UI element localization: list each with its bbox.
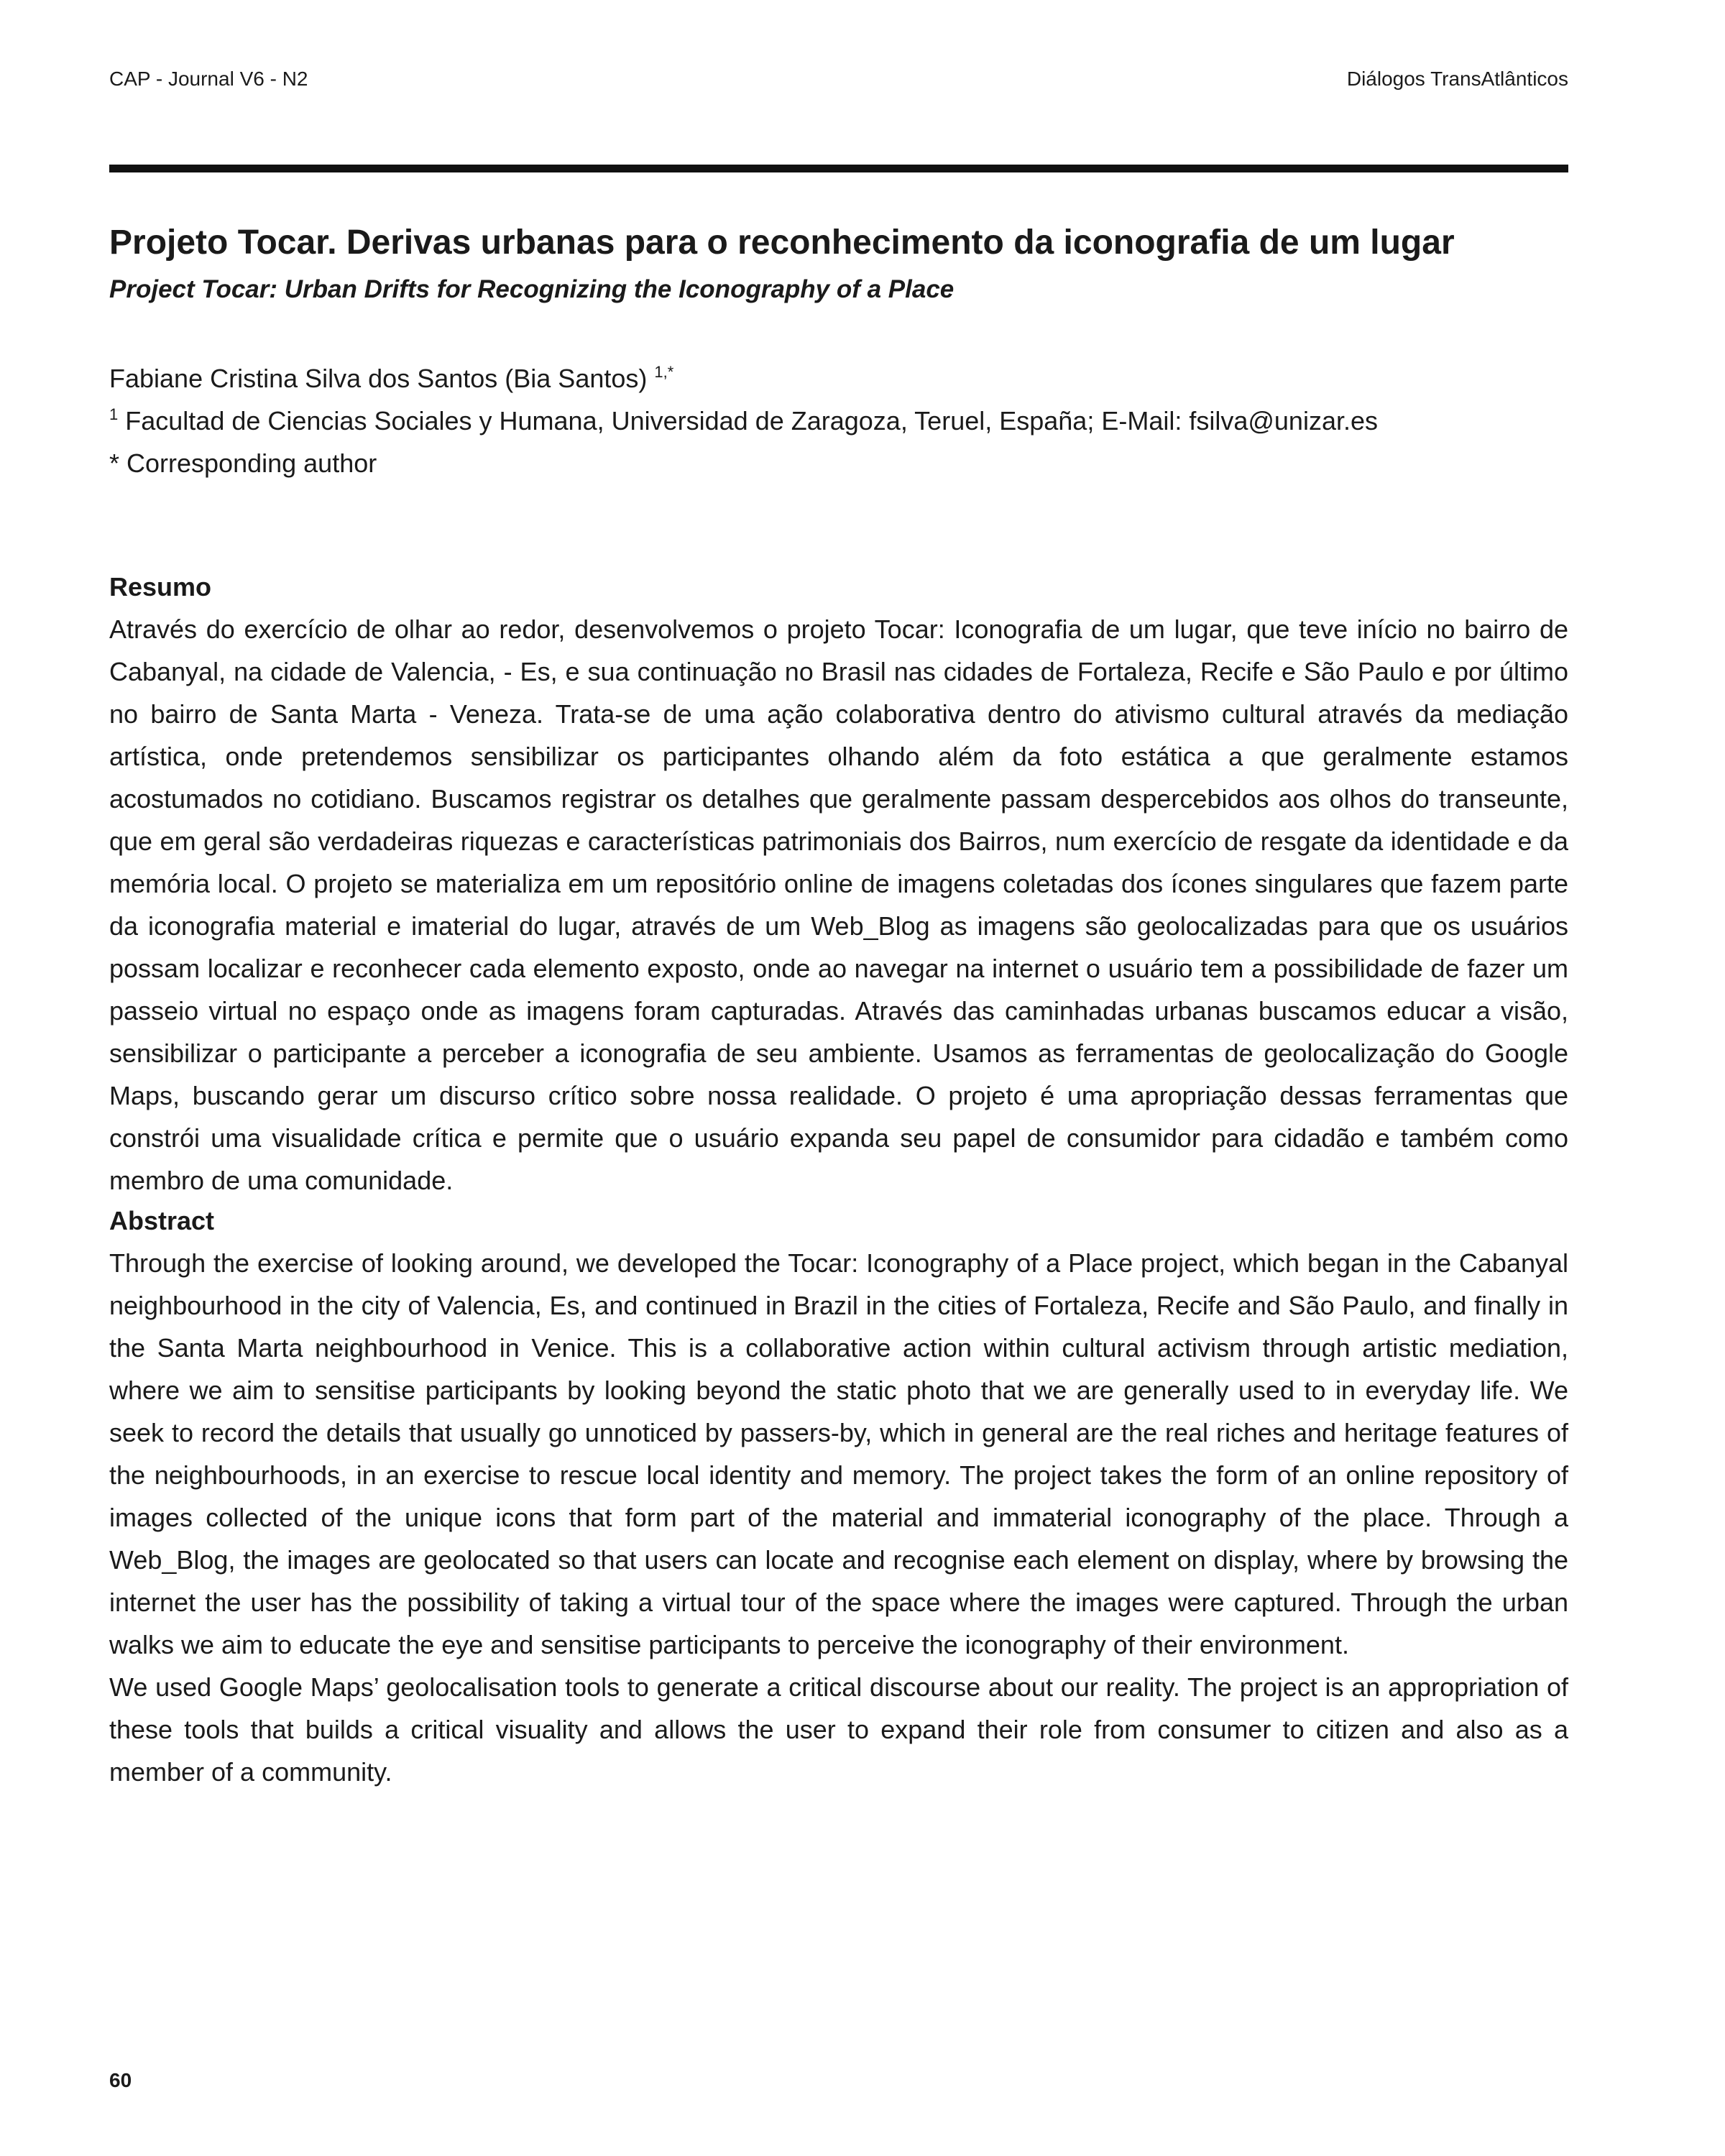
- running-header-publication: Diálogos TransAtlânticos: [1346, 68, 1568, 90]
- resumo-heading: Resumo: [109, 572, 212, 602]
- abstract-body: [109, 1242, 1568, 1793]
- author-marks: 1,*: [654, 363, 674, 381]
- affiliation-text: Facultad de Ciencias Sociales y Humana, Universidad de Zaragoza, Teruel, España; E-Mail: fsilva@unizar.es: [125, 406, 1378, 436]
- affiliation-mark: 1: [109, 405, 119, 423]
- abstract-section: [109, 1199, 1568, 1793]
- abstract-heading: Abstract: [109, 1206, 215, 1235]
- resumo-text: Através do exercício de olhar ao redor, desenvolvemos o projeto Tocar: Iconografia de um lugar, que teve início no bairro de Cabanyal, na cidade de Valencia, - Es, e sua continuação no Brasil nas cidades de Fortaleza, Recife e São Paulo e por último no bairro de Santa Marta - Veneza. Trata-se de uma ação colaborativa dentro do ativismo cultural através da mediação artística, onde pretendemos sensibilizar os participantes olhando além da foto estática a que geralmente estamos acostumados no cotidiano. Buscamos registrar os detalhes que geralmente passam despercebidos aos olhos do transeunte, que em geral são verdadeiras riquezas e características patrimoniais dos Bairros, num exercício de resgate da identidade e da memória local. O projeto se materializa em um repositório online de imagens coletadas dos ícones singulares que fazem parte da iconografia material e imaterial do lugar, através de um Web_Blog as imagens são geolocalizadas para que os usuários possam localizar e reconhecer cada elemento exposto, onde ao navegar na internet o usuário tem a possibilidade de fazer um passeio virtual no espaço onde as imagens foram capturadas. Através das caminhadas urbanas buscamos educar a visão, sensibilizar o participante a perceber a iconografia de seu ambiente. Usamos as ferramentas de geolocalização do Google Maps, buscando gerar um discurso crítico sobre nossa realidade. O projeto é uma apropriação dessas ferramentas que constrói uma visualidade crítica e permite que o usuário expanda seu papel de consumidor para cidadão e também como membro de uma comunidade.: [109, 614, 1568, 1195]
- affiliation-line: [109, 400, 1568, 442]
- author-name: Fabiane Cristina Silva dos Santos (Bia Santos): [109, 364, 648, 393]
- article-subtitle: Project Tocar: Urban Drifts for Recognizing the Iconography of a Place: [109, 275, 954, 303]
- author-block: [109, 357, 1568, 484]
- abstract-paragraph-1: Through the exercise of looking around, we developed the Tocar: Iconography of a Place project, which began in the Cabanyal neighbourhood in the city of Valencia, Es, and continued in Brazil in the cities of Fortaleza, Recife and São Paulo, and finally in the Santa Marta neighbourhood in Venice. This is a collaborative action within cultural activism through artistic mediation, where we aim to sensitise participants by looking beyond the static photo that we are generally used to in everyday life. We seek to record the details that usually go unnoticed by passers-by, which in general are the real riches and heritage features of the neighbourhoods, in an exercise to rescue local identity and memory. The project takes the form of an online repository of images collected of the unique icons that form part of the material and immaterial iconography of the place. Through a Web_Blog, the images are geolocated so that users can locate and recognise each element on display, where by browsing the internet the user has the possibility of taking a virtual tour of the space where the images were captured. Through the urban walks we aim to educate the eye and sensitise participants to perceive the iconography of their environment.: [109, 1248, 1568, 1659]
- header-divider: [109, 165, 1568, 172]
- article-title: Projeto Tocar. Derivas urbanas para o reconhecimento da iconografia de um lugar: [109, 224, 1455, 262]
- corresponding-author-note: * Corresponding author: [109, 448, 377, 478]
- author-line: [109, 357, 1568, 400]
- resumo-section: [109, 566, 1568, 1202]
- page-number: 60: [109, 2069, 132, 2091]
- running-header-journal: CAP - Journal V6 - N2: [109, 68, 308, 90]
- abstract-paragraph-2: We used Google Maps’ geolocalisation tools to generate a critical discourse about our reality. The project is an appropriation of these tools that builds a critical visuality and allows the user to expand their role from consumer to citizen and also as a member of a community.: [109, 1672, 1568, 1787]
